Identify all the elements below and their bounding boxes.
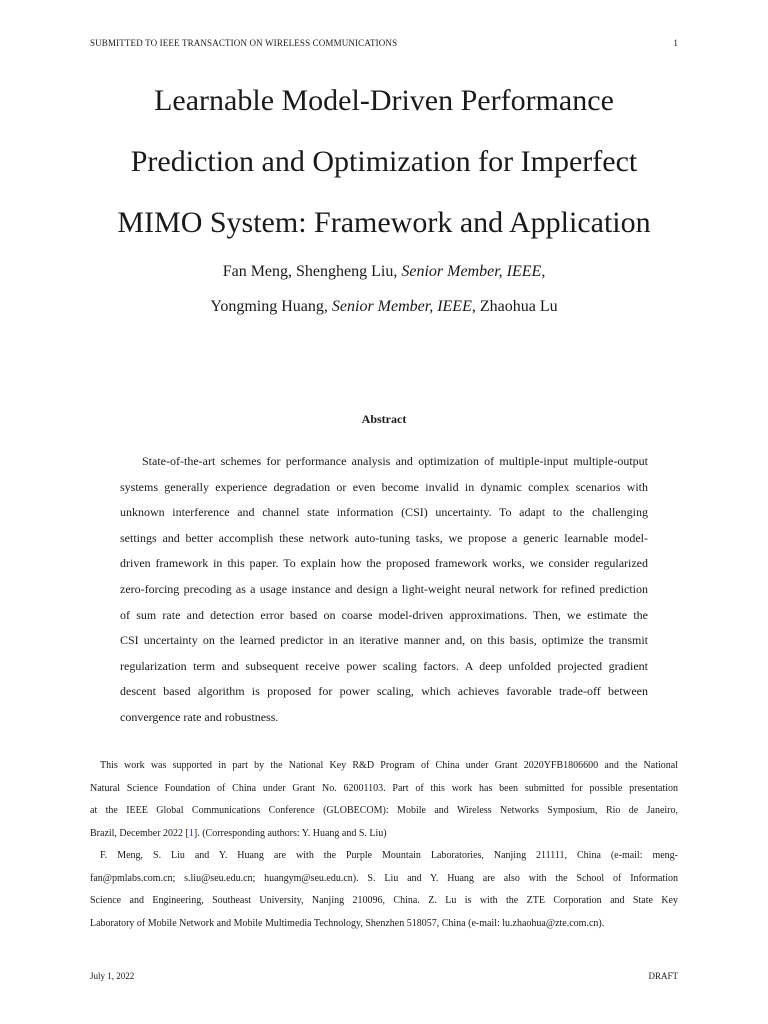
title-line: Learnable Model-Driven Performance (154, 84, 614, 117)
funding-note-line: This work was supported in part by the National Key R&D Program of China under Grant 2020YFB1806600 and the National (100, 760, 678, 771)
abstract-line: unknown interference and channel state information (CSI) uncertainty. To adapt to the challenging (120, 505, 648, 520)
running-header (90, 38, 678, 48)
author-separator: , (541, 263, 546, 280)
footnotes (90, 755, 678, 935)
abstract-line: State-of-the-art schemes for performance analysis and optimization of multiple-input multiple-output (142, 454, 648, 468)
abstract-body (120, 449, 648, 731)
title-line: MIMO System: Framework and Application (117, 206, 651, 239)
funding-note-line (90, 823, 678, 846)
author-line (80, 254, 688, 289)
author-line (80, 289, 688, 324)
footer-date: July 1, 2022 (90, 971, 135, 981)
funding-note-text: ]. (Corresponding authors: Y. Huang and S. Liu) (193, 827, 387, 839)
author-membership: Senior Member, IEEE (401, 263, 542, 280)
citation-link[interactable]: 1 (188, 827, 194, 839)
author-membership: Senior Member, IEEE (331, 298, 472, 315)
title-line: Prediction and Optimization for Imperfect (130, 145, 638, 178)
abstract-line: descent based algorithm is proposed for power scaling, which achieves favorable trade-off between (120, 684, 648, 699)
affiliation-note-line: Science and Engineering, Southeast University, Nanjing 210096, China. Z. Lu is with the ZTE Corporation and State Key (90, 895, 678, 906)
abstract-heading: Abstract (361, 412, 407, 426)
funding-note-line: at the IEEE Global Communications Conference (GLOBECOM): Mobile and Wireless Networks Symposium, Rio de Janeiro, (90, 805, 678, 816)
author-list (80, 254, 688, 324)
abstract-line: driven framework in this paper. To explain how the proposed framework works, we consider regularized (120, 556, 648, 571)
affiliation-note-line: fan@pmlabs.com.cn; s.liu@seu.edu.cn; huangym@seu.edu.cn). S. Liu and Y. Huang are also with the School of Information (90, 872, 678, 884)
journal-name: SUBMITTED TO IEEE TRANSACTION ON WIRELESS COMMUNICATIONS (90, 38, 398, 48)
abstract-line: of sum rate and detection error based on coarse model-driven approximations. Then, we estimate the (120, 607, 648, 622)
footer-status: DRAFT (648, 971, 678, 981)
abstract-line: CSI uncertainty on the learned predictor in an iterative manner and, on this basis, optimize the transmit (120, 633, 648, 648)
affiliation-note-line: Laboratory of Mobile Network and Mobile Multimedia Technology, Shenzhen 518057, China (e-mail: lu.zhaohua@zte.com.cn). (90, 917, 605, 929)
abstract-line: zero-forcing precoding as a usage instance and design a light-weight neural network for refined prediction (120, 581, 648, 596)
funding-note-text: Brazil, December 2022 [ (90, 827, 189, 839)
abstract-line: settings and better accomplish these network auto-tuning tasks, we propose a generic learnable model- (120, 530, 648, 545)
paper-title (80, 70, 688, 253)
author-names: Fan Meng, Shengheng Liu, (222, 263, 402, 280)
page-number: 1 (673, 38, 678, 48)
abstract-line: convergence rate and robustness. (120, 709, 279, 724)
author-names: , Zhaohua Lu (471, 298, 558, 315)
author-names: Yongming Huang, (210, 298, 332, 315)
abstract-line: systems generally experience degradation or even become invalid in dynamic complex scenarios with (120, 479, 648, 494)
affiliation-note-line: F. Meng, S. Liu and Y. Huang are with the Purple Mountain Laboratories, Nanjing 211111, China (e-mail: meng- (100, 850, 678, 861)
abstract-line: regularization term and subsequent receive power scaling factors. A deep unfolded projected gradient (120, 658, 648, 673)
running-footer (90, 971, 678, 981)
funding-note-line: Natural Science Foundation of China under Grant No. 62001103. Part of this work has been submitted for possible presentation (90, 782, 678, 794)
